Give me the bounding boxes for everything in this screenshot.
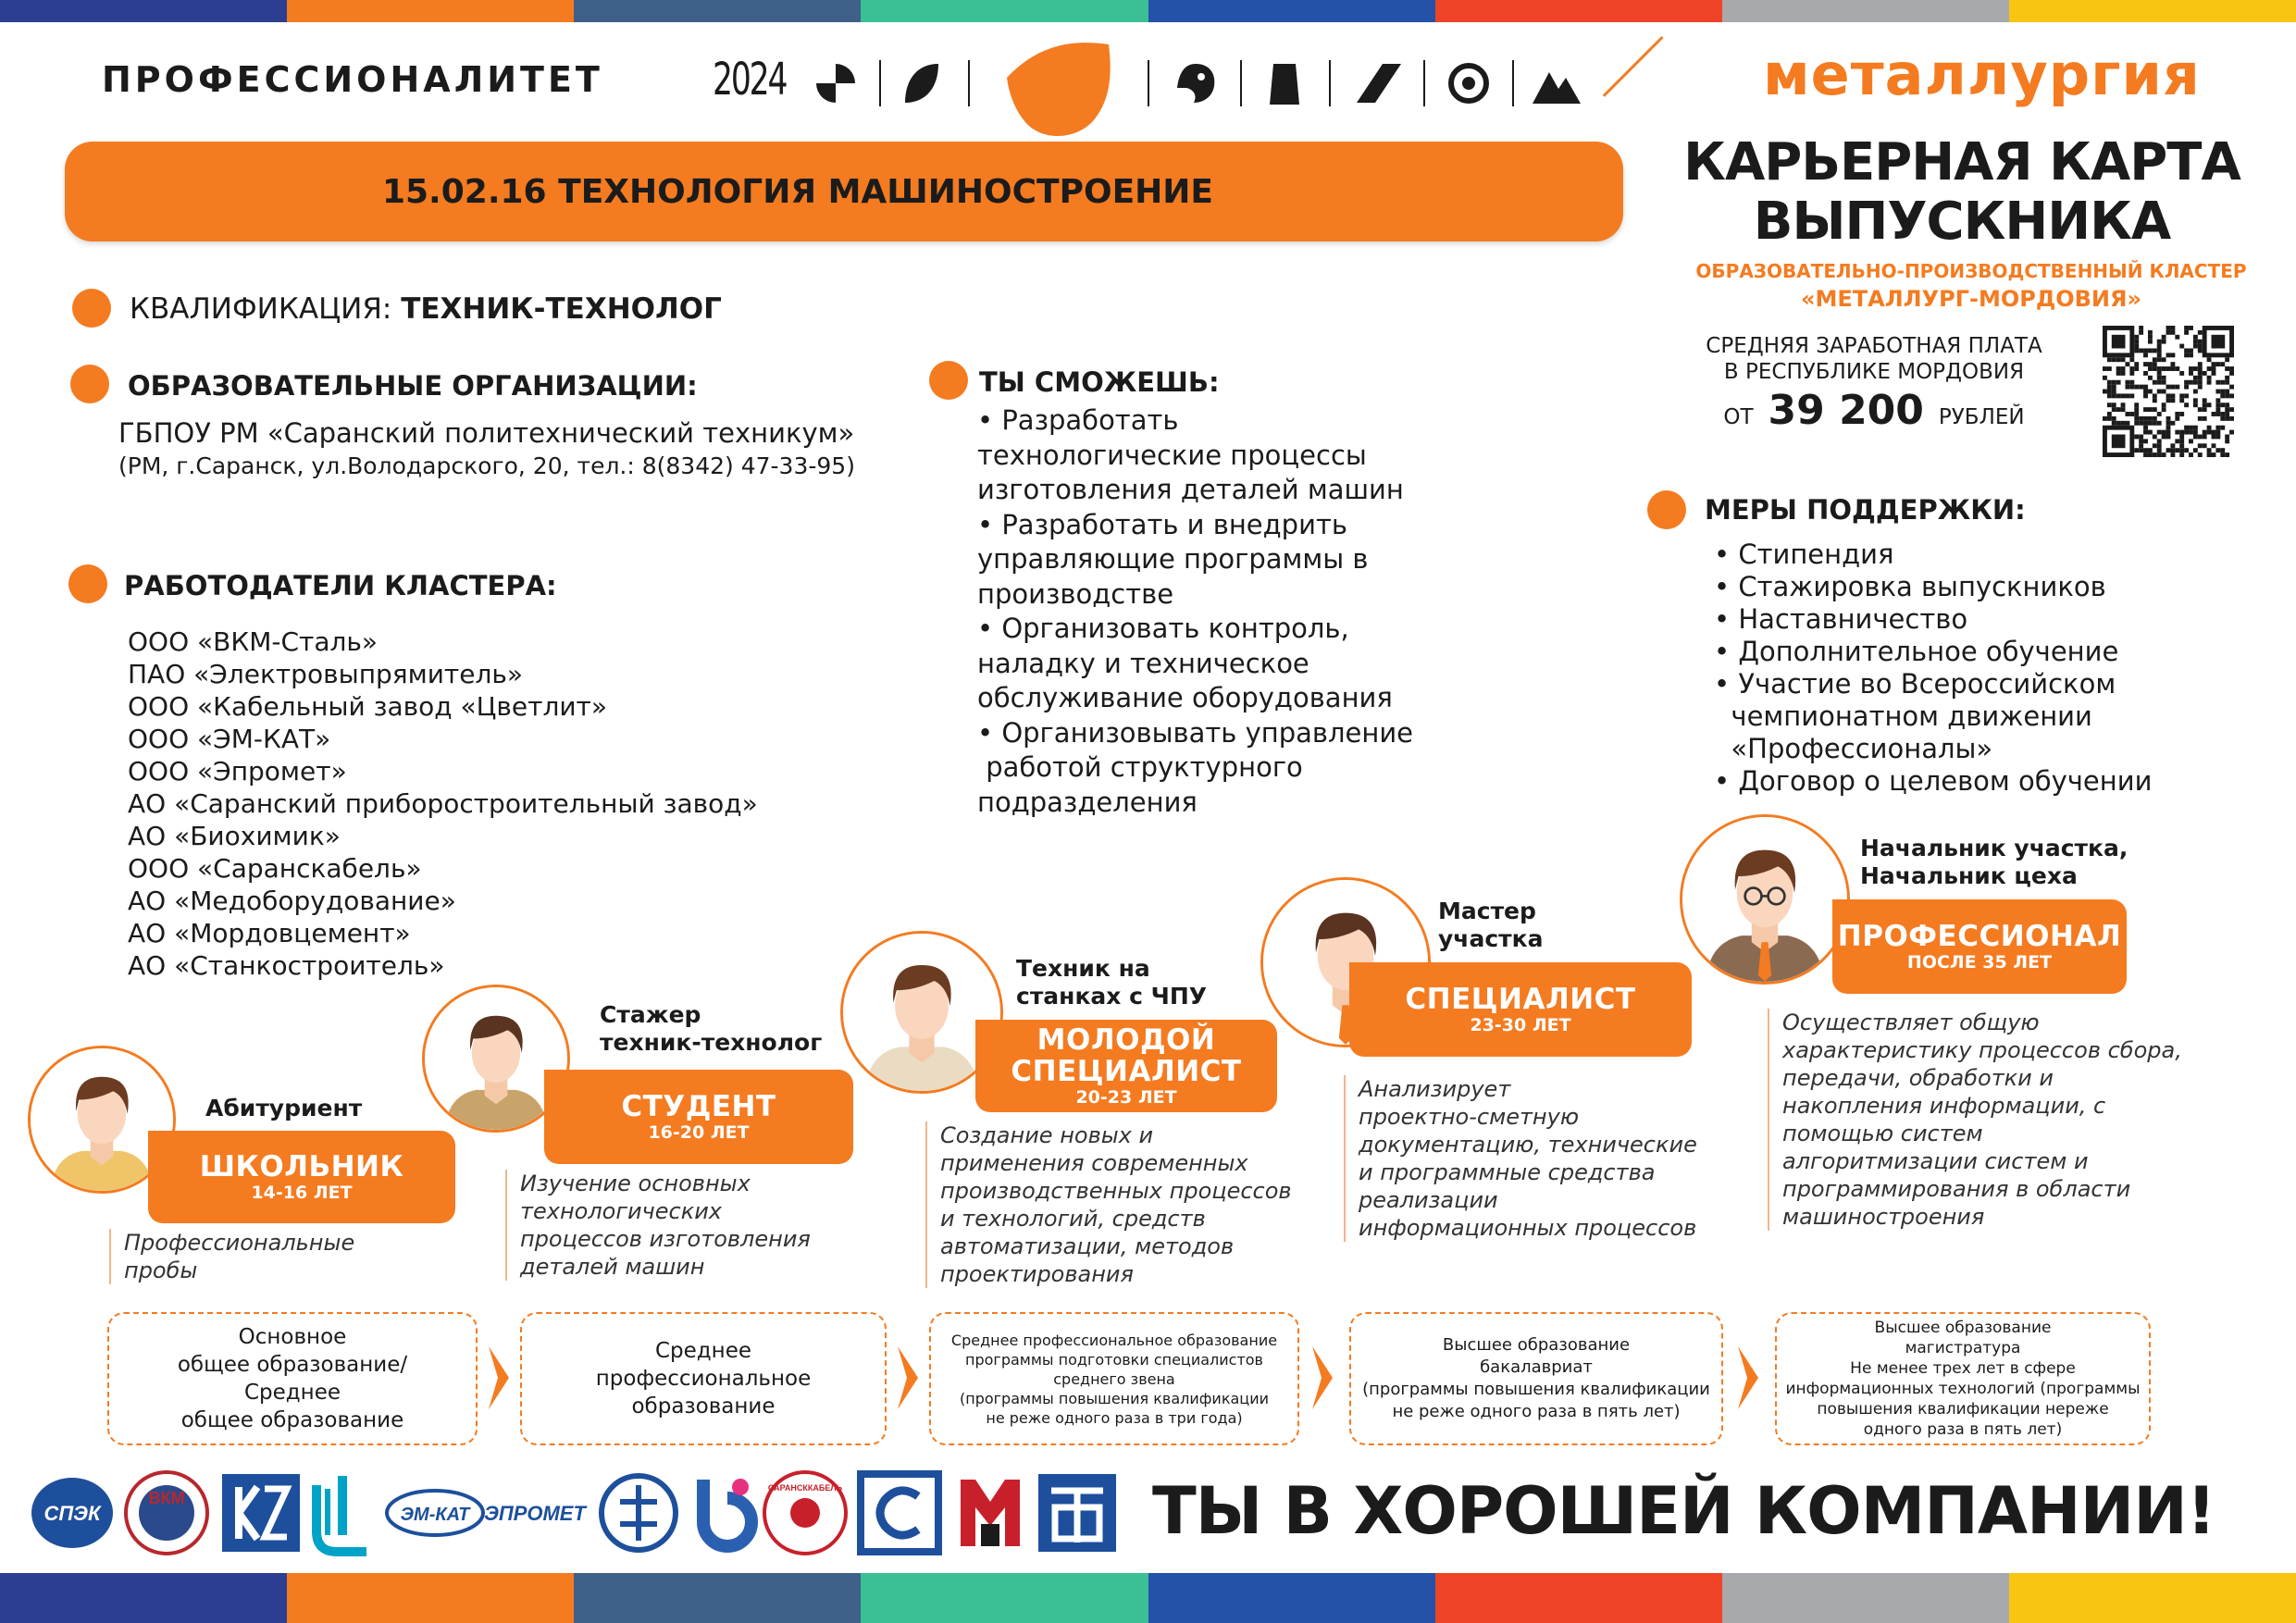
- leaf-icon: [901, 60, 942, 106]
- education-stage-text: Высшее образование магистратура Не менее трех лет в сфере информационных технологий (программы повышения квалификации нереже одного раза в пять лет): [1785, 1319, 2141, 1439]
- stripe-segment: [1148, 1573, 1435, 1623]
- salary-amount: 39 200: [1768, 387, 1924, 434]
- list-item: АО «Медоборудование»: [128, 886, 456, 916]
- career-stage-badge: [1349, 962, 1692, 1057]
- saranskkabel-logo-icon: [764, 1472, 846, 1554]
- list-item: чемпионатном движении: [1714, 700, 2092, 732]
- svg-text:СПЭК: СПЭК: [43, 1502, 101, 1525]
- career-age: ПОСЛЕ 35 ЛЕТ: [1906, 952, 2053, 973]
- career-stage-badge: [1832, 899, 2127, 994]
- education-org-address: (РМ, г.Саранск, ул.Володарского, 20, тел.: 8(8342) 47-33-95): [118, 452, 855, 479]
- career-description-line: и программные средства: [1359, 1159, 1656, 1185]
- education-stage-box: [1349, 1312, 1723, 1445]
- skills-list: [977, 403, 1413, 820]
- stripe-segment: [1435, 1573, 1722, 1623]
- career-description-line: Создание новых и: [940, 1122, 1154, 1148]
- career-description-line: машиностроения: [1782, 1204, 1985, 1230]
- career-description-line: характеристику процессов сбора,: [1782, 1037, 2182, 1063]
- stripe-segment: [574, 0, 861, 22]
- stripe-segment: [1435, 0, 1722, 22]
- education-stage-box: [929, 1312, 1299, 1445]
- career-description-line: пробы: [124, 1258, 198, 1283]
- career-description-line: передачи, обработки и: [1782, 1065, 2054, 1091]
- support-list: [1714, 539, 2152, 798]
- list-item: ПАО «Электровыпрямитель»: [128, 659, 523, 689]
- mc-logo-icon: [961, 1480, 1020, 1546]
- chevron-right-icon: [487, 1344, 511, 1411]
- svg-text:ВКМ: ВКМ: [148, 1489, 185, 1507]
- stripe-segment: [2009, 0, 2296, 22]
- slash-icon: [1355, 60, 1403, 106]
- bullet-dot: [1647, 490, 1686, 529]
- career-description-line: проектирования: [940, 1261, 1134, 1287]
- qualification: [130, 292, 722, 326]
- career-age: 16-20 ЛЕТ: [648, 1122, 750, 1143]
- list-item: ООО «ВКМ-Сталь»: [128, 626, 379, 657]
- chevron-right-icon: [1310, 1344, 1334, 1411]
- salary-block: [1684, 333, 2064, 434]
- cluster-name: [1657, 257, 2286, 313]
- stripe-segment: [1722, 1573, 2009, 1623]
- education-stage-text: Высшее образование бакалавриат (программы повышения квалификации не реже одного раза в пять лет): [1362, 1335, 1710, 1421]
- list-item: производстве: [977, 577, 1174, 610]
- svg-text:ЭМ-КАТ: ЭМ-КАТ: [400, 1505, 470, 1525]
- list-item: АО «Саранский приборостроительный завод»: [128, 788, 758, 819]
- qualification-value: ТЕХНИК-ТЕХНОЛОГ: [401, 292, 722, 326]
- career-title-line: ВЫПУСКНИКА: [1753, 192, 2171, 252]
- list-item: • Разработать и внедрить: [977, 508, 1347, 540]
- qualification-label: КВАЛИФИКАЦИЯ:: [130, 292, 392, 326]
- career-description-line: накопления информации, с: [1782, 1093, 2106, 1119]
- stripe-segment: [1148, 0, 1435, 22]
- list-item: ООО «Кабельный завод «Цветлит»: [128, 691, 607, 722]
- career-level: МОЛОДОЙ СПЕЦИАЛИСТ: [1011, 1023, 1242, 1088]
- list-item: • Наставничество: [1714, 603, 1968, 635]
- stripe-segment: [1722, 0, 2009, 22]
- career-description-line: помощью систем: [1782, 1121, 1983, 1146]
- career-description-line: применения современных: [940, 1150, 1248, 1176]
- career-description-line: и технологий, средств: [940, 1206, 1206, 1232]
- career-description-line: автоматизации, методов: [940, 1233, 1235, 1259]
- career-description: [505, 1170, 857, 1281]
- education-stage-box: [1775, 1312, 2151, 1445]
- career-role: Абитуриент: [205, 1095, 363, 1121]
- top-color-stripe: [0, 0, 2296, 22]
- list-item: «Профессионалы»: [1714, 733, 1993, 764]
- drop-icon: [999, 28, 1120, 148]
- vkm-logo-icon: [126, 1472, 207, 1554]
- education-stage-box: [520, 1312, 887, 1445]
- career-role: Техник на станках с ЧПУ: [1016, 955, 1208, 1010]
- career-role: Начальник участка, Начальник цеха: [1860, 835, 2128, 889]
- career-description-line: Анализирует: [1359, 1076, 1511, 1102]
- education-stage-text: Основное общее образование/ Среднее общее образование: [177, 1325, 408, 1432]
- education-stage-text: Среднее профессиональное образование: [595, 1339, 812, 1419]
- education-orgs-heading: ОБРАЗОВАТЕЛЬНЫЕ ОРГАНИЗАЦИИ:: [128, 370, 698, 402]
- career-age: 23-30 ЛЕТ: [1470, 1015, 1571, 1035]
- bird-icon: [1173, 60, 1218, 106]
- career-stage-badge: [148, 1131, 455, 1223]
- career-description-line: Профессиональные: [124, 1230, 355, 1256]
- mountain-icon: [1531, 63, 1582, 105]
- education-org: [118, 416, 855, 483]
- career-description-line: проектно-сметную: [1359, 1104, 1580, 1130]
- list-item: АО «Мордовцемент»: [128, 918, 411, 948]
- employers-list: [128, 626, 758, 982]
- list-item: ООО «Эпромет»: [128, 756, 347, 787]
- tower-icon: [1266, 60, 1303, 108]
- career-avatar-icon: [1680, 814, 1850, 985]
- list-item: ООО «ЭМ-КАТ»: [128, 724, 331, 754]
- list-item: обслуживание оборудования: [977, 682, 1393, 713]
- career-description-line: деталей машин: [520, 1254, 705, 1280]
- cluster-line: ОБРАЗОВАТЕЛЬНО-ПРОИЗВОДСТВЕННЫЙ КЛАСТЕР: [1695, 260, 2247, 282]
- bullet-dot: [929, 361, 968, 400]
- specialty-title: 15.02.16 ТЕХНОЛОГИЯ МАШИНОСТРОЕНИЕ: [381, 172, 1214, 211]
- salary-line: СРЕДНЯЯ ЗАРАБОТНАЯ ПЛАТА: [1706, 334, 2042, 358]
- bottom-color-stripe: [0, 1573, 2296, 1623]
- cluster-line: «МЕТАЛЛУРГ-МОРДОВИЯ»: [1801, 286, 2141, 312]
- career-description: [925, 1121, 1333, 1288]
- target-icon: [1446, 60, 1492, 106]
- list-item: изготовления деталей машин: [977, 474, 1404, 505]
- epromet-logo-icon: [484, 1502, 587, 1525]
- career-age: 14-16 ЛЕТ: [251, 1183, 353, 1203]
- year-label: 2024: [713, 54, 787, 105]
- support-heading: МЕРЫ ПОДДЕРЖКИ:: [1705, 494, 2026, 526]
- career-description-line: производственных процессов: [940, 1178, 1292, 1204]
- svg-text:ЭПРОМЕТ: ЭПРОМЕТ: [484, 1502, 586, 1525]
- list-item: • Участие во Всероссийском: [1714, 668, 2116, 700]
- career-level: СПЕЦИАЛИСТ: [1405, 983, 1636, 1016]
- kz-logo-icon: [222, 1474, 300, 1552]
- list-item: подразделения: [977, 786, 1198, 818]
- career-level: ПРОФЕССИОНАЛ: [1837, 920, 2122, 953]
- career-stage-badge: [544, 1070, 853, 1164]
- career-description-line: алгоритмизации систем и: [1782, 1148, 2089, 1174]
- stripe-segment: [287, 1573, 574, 1623]
- career-stage-badge: [975, 1020, 1277, 1112]
- career-map-title: [1638, 133, 2286, 252]
- bullet-dot: [70, 365, 109, 403]
- stripe-segment: [0, 1573, 287, 1623]
- list-item: работой структурного: [977, 751, 1303, 783]
- education-stage-text: Среднее профессиональное образование программы подготовки специалистов среднего звена (программы повышения квалификации не реже одного раза в три года): [950, 1331, 1278, 1427]
- spek-logo-icon: [31, 1478, 113, 1548]
- salary-currency: РУБЛЕЙ: [1938, 405, 2025, 429]
- career-description-line: программирования в области: [1782, 1176, 2131, 1202]
- education-org-name: ГБПОУ РМ «Саранский политехнический техникум»: [118, 417, 855, 449]
- career-description-line: информационных процессов: [1359, 1215, 1697, 1241]
- stripe-segment: [287, 0, 574, 22]
- employers-heading: РАБОТОДАТЕЛИ КЛАСТЕРА:: [124, 570, 557, 601]
- s-logo-icon: [861, 1474, 938, 1552]
- stripe-segment: [574, 1573, 861, 1623]
- emkat-logo-icon: [387, 1491, 483, 1535]
- list-item: • Договор о целевом обучении: [1714, 765, 2153, 797]
- chevron-right-icon: [1736, 1344, 1760, 1411]
- stripe-segment: [861, 1573, 1148, 1623]
- header-divider: [1603, 36, 1664, 97]
- list-item: наладку и техническое: [977, 647, 1309, 679]
- symbol-icon-row: [805, 37, 1601, 130]
- bullet-dot: [68, 564, 107, 603]
- list-item: • Разработать: [977, 404, 1179, 436]
- career-description: [1344, 1075, 1751, 1242]
- career-level: ШКОЛЬНИК: [199, 1150, 404, 1183]
- career-description-line: реализации: [1359, 1187, 1498, 1213]
- list-item: • Дополнительное обучение: [1714, 636, 2119, 667]
- slogan: ТЫ В ХОРОШЕЙ КОМПАНИИ!: [1152, 1473, 2215, 1549]
- spz-logo-icon: [602, 1476, 676, 1550]
- specialty-banner: [65, 142, 1623, 242]
- list-item: • Стажировка выпускников: [1714, 571, 2106, 602]
- list-item: ООО «Саранскабель»: [128, 853, 422, 884]
- career-description-line: Осуществляет общую: [1782, 1010, 2040, 1035]
- salary-from: ОТ: [1723, 405, 1754, 429]
- half-circle-icon: [813, 60, 859, 106]
- career-age: 20-23 ЛЕТ: [1075, 1087, 1177, 1108]
- svg-text:САРАНСККАБЕЛЬ: САРАНСККАБЕЛЬ: [767, 1483, 843, 1493]
- skills-heading: ТЫ СМОЖЕШЬ:: [979, 366, 1220, 398]
- biochemik-logo-icon: [703, 1479, 751, 1546]
- list-item: АО «Биохимик»: [128, 821, 341, 851]
- career-description-line: документацию, технические: [1359, 1132, 1697, 1158]
- st-logo-icon: [1038, 1474, 1116, 1552]
- list-item: • Организовывать управление: [977, 716, 1414, 749]
- list-item: • Организовать контроль,: [977, 613, 1349, 644]
- industry-title: металлургия: [1763, 41, 2201, 108]
- career-level: СТУДЕНТ: [621, 1090, 776, 1123]
- stripe-segment: [861, 0, 1148, 22]
- salary-line: В РЕСПУБЛИКЕ МОРДОВИЯ: [1723, 360, 2025, 384]
- stripe-segment: [0, 0, 287, 22]
- career-title-line: КАРЬЕРНАЯ КАРТА: [1683, 132, 2240, 192]
- career-description-line: процессов изготовления: [520, 1226, 811, 1252]
- qr-code-icon[interactable]: [2103, 326, 2234, 457]
- career-role: Мастер участка: [1438, 898, 1544, 952]
- list-item: АО «Станкостроитель»: [128, 950, 445, 981]
- list-item: управляющие программы в: [977, 543, 1369, 575]
- cl-logo-icon: [316, 1476, 366, 1552]
- education-stage-box: [107, 1312, 478, 1445]
- career-description-line: технологических: [520, 1198, 722, 1224]
- bullet-dot: [72, 289, 111, 328]
- career-role: Стажер техник-технолог: [600, 1001, 823, 1056]
- chevron-right-icon: [896, 1344, 920, 1411]
- stripe-segment: [2009, 1573, 2296, 1623]
- partner-logos: [28, 1467, 1120, 1559]
- list-item: технологические процессы: [977, 439, 1367, 471]
- career-description: [109, 1229, 415, 1284]
- brand-title: ПРОФЕССИОНАЛИТЕТ: [102, 59, 603, 100]
- career-description-line: Изучение основных: [520, 1171, 751, 1196]
- career-description: [1768, 1009, 2230, 1231]
- list-item: • Стипендия: [1714, 539, 1894, 570]
